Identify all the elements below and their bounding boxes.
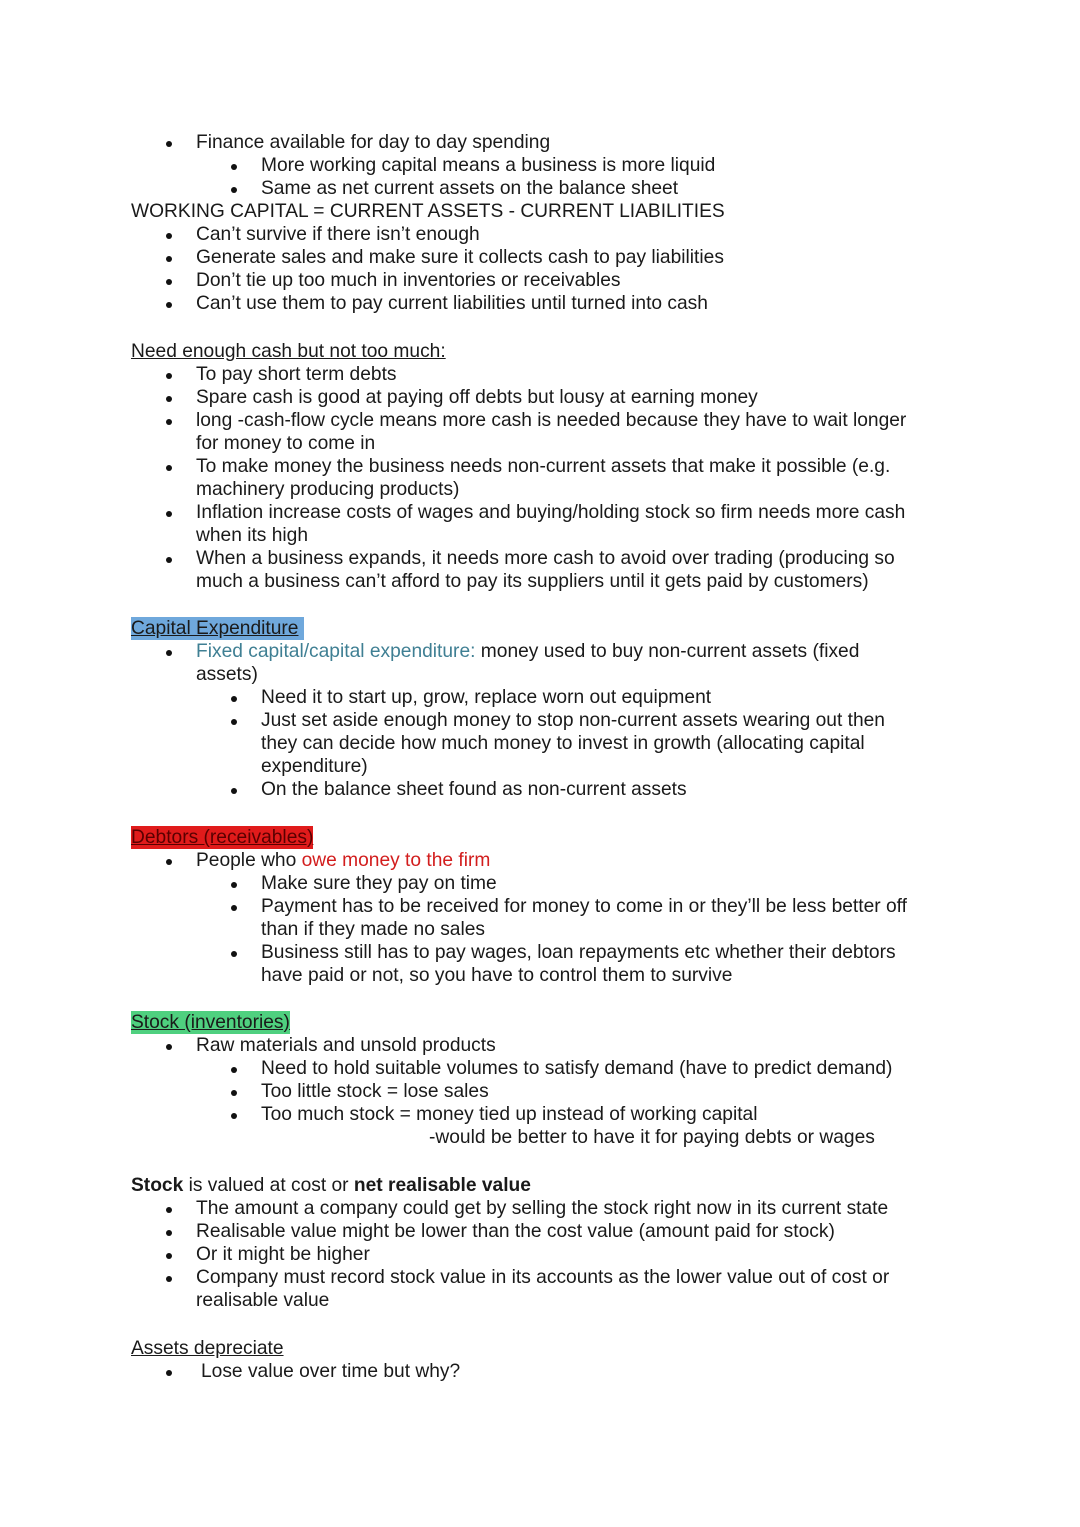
capex-definition bbox=[196, 640, 859, 663]
cash-line-2: Spare cash is good at paying off debts but lousy at earning money bbox=[196, 387, 758, 408]
valuation-mid-text: is valued at cost or bbox=[183, 1175, 354, 1196]
valuation-line-3: Or it might be higher bbox=[196, 1244, 370, 1265]
debtors-sub-2b: than if they made no sales bbox=[261, 919, 485, 940]
debtors-sub-2: Payment has to be received for money to come in or they’ll be less better off bbox=[261, 896, 907, 917]
debtors-intro-highlight: owe money to the firm bbox=[301, 850, 491, 871]
bullet bbox=[166, 419, 172, 425]
capex-term: Fixed capital/capital expenditure: bbox=[196, 641, 476, 662]
valuation-nrv: net realisable value bbox=[353, 1175, 531, 1196]
debtors-sub-1: Make sure they pay on time bbox=[261, 873, 497, 894]
bullet bbox=[166, 1370, 172, 1376]
cash-line-5: Inflation increase costs of wages and buying/holding stock so firm needs more cash bbox=[196, 502, 906, 523]
stock-sub-1: Need to hold suitable volumes to satisfy demand (have to predict demand) bbox=[261, 1058, 893, 1079]
debtors-sub-3b: have paid or not, so you have to control them to survive bbox=[261, 965, 733, 986]
bullet bbox=[166, 256, 172, 262]
valuation-line-2: Realisable value might be lower than the cost value (amount paid for stock) bbox=[196, 1221, 835, 1242]
bullet bbox=[166, 373, 172, 379]
bullet bbox=[166, 396, 172, 402]
bullet bbox=[166, 650, 172, 656]
cash-line-4b: machinery producing products) bbox=[196, 479, 460, 500]
wc-point-4: Can’t use them to pay current liabilities until turned into cash bbox=[196, 293, 708, 314]
stock-sub-2: Too little stock = lose sales bbox=[261, 1081, 489, 1102]
stock-intro: Raw materials and unsold products bbox=[196, 1035, 496, 1056]
bullet bbox=[166, 302, 172, 308]
wc-point-1: Can’t survive if there isn’t enough bbox=[196, 224, 480, 245]
bullet bbox=[231, 696, 237, 702]
debtors-intro bbox=[196, 849, 490, 872]
stock-sub-3: Too much stock = money tied up instead of working capital bbox=[261, 1104, 758, 1125]
cash-line-5b: when its high bbox=[196, 525, 308, 546]
bullet bbox=[231, 164, 237, 170]
bullet bbox=[231, 788, 237, 794]
wc-sub-2: Same as net current assets on the balance sheet bbox=[261, 178, 679, 199]
cash-line-1: To pay short term debts bbox=[196, 364, 397, 385]
valuation-line-1: The amount a company could get by selling the stock right now in its current state bbox=[196, 1198, 889, 1219]
capex-heading: Capital Expenditure bbox=[131, 617, 304, 640]
cash-line-6: When a business expands, it needs more cash to avoid over trading (producing so bbox=[196, 548, 895, 569]
capex-sub-2b: they can decide how much money to invest in growth (allocating capital bbox=[261, 733, 865, 754]
valuation-heading bbox=[131, 1174, 531, 1197]
capex-def-text: money used to buy non-current assets (fixed bbox=[475, 641, 860, 662]
bullet bbox=[166, 465, 172, 471]
valuation-line-4b: realisable value bbox=[196, 1290, 330, 1311]
bullet bbox=[166, 557, 172, 563]
wc-formula: WORKING CAPITAL = CURRENT ASSETS - CURRENT LIABILITIES bbox=[131, 201, 725, 222]
bullet bbox=[231, 187, 237, 193]
capex-sub-2: Just set aside enough money to stop non-current assets wearing out then bbox=[261, 710, 885, 731]
depreciation-line: Lose value over time but why? bbox=[201, 1361, 461, 1382]
bullet bbox=[231, 1067, 237, 1073]
debtors-intro-text: People who bbox=[196, 850, 302, 871]
capex-sub-1: Need it to start up, grow, replace worn out equipment bbox=[261, 687, 712, 708]
bullet bbox=[231, 719, 237, 725]
debtors-sub-3: Business still has to pay wages, loan repayments etc whether their debtors bbox=[261, 942, 896, 963]
bullet bbox=[166, 1253, 172, 1259]
capex-sub-3: On the balance sheet found as non-current assets bbox=[261, 779, 687, 800]
bullet bbox=[166, 1044, 172, 1050]
bullet bbox=[166, 511, 172, 517]
stock-sub-3b: -would be better to have it for paying debts or wages bbox=[429, 1127, 875, 1148]
wc-point-3: Don’t tie up too much in inventories or receivables bbox=[196, 270, 621, 291]
capex-sub-2c: expenditure) bbox=[261, 756, 368, 777]
bullet bbox=[166, 279, 172, 285]
cash-line-4: To make money the business needs non-current assets that make it possible (e.g. bbox=[196, 456, 891, 477]
capex-def-line2: assets) bbox=[196, 664, 258, 685]
bullet bbox=[166, 1207, 172, 1213]
bullet bbox=[231, 1113, 237, 1119]
bullet bbox=[166, 859, 172, 865]
depreciation-heading: Assets depreciate bbox=[131, 1338, 284, 1359]
stock-heading: Stock (inventories) bbox=[131, 1012, 290, 1033]
cash-line-3: long -cash-flow cycle means more cash is needed because they have to wait longer bbox=[196, 410, 907, 431]
bullet bbox=[231, 905, 237, 911]
bullet bbox=[231, 882, 237, 888]
cash-line-6b: much a business can’t afford to pay its suppliers until it gets paid by customers) bbox=[196, 571, 869, 592]
debtors-heading: Debtors (receivables) bbox=[131, 827, 314, 848]
wc-point-2: Generate sales and make sure it collects cash to pay liabilities bbox=[196, 247, 724, 268]
bullet bbox=[231, 1090, 237, 1096]
wc-intro: Finance available for day to day spending bbox=[196, 132, 551, 153]
bullet bbox=[166, 1276, 172, 1282]
wc-sub-1: More working capital means a business is more liquid bbox=[261, 155, 716, 176]
cash-heading: Need enough cash but not too much: bbox=[131, 341, 446, 362]
valuation-stock-word: Stock bbox=[131, 1175, 184, 1196]
bullet bbox=[166, 141, 172, 147]
bullet bbox=[166, 233, 172, 239]
cash-line-3b: for money to come in bbox=[196, 433, 376, 454]
bullet bbox=[166, 1230, 172, 1236]
bullet bbox=[231, 951, 237, 957]
valuation-line-4: Company must record stock value in its accounts as the lower value out of cost or bbox=[196, 1267, 890, 1288]
